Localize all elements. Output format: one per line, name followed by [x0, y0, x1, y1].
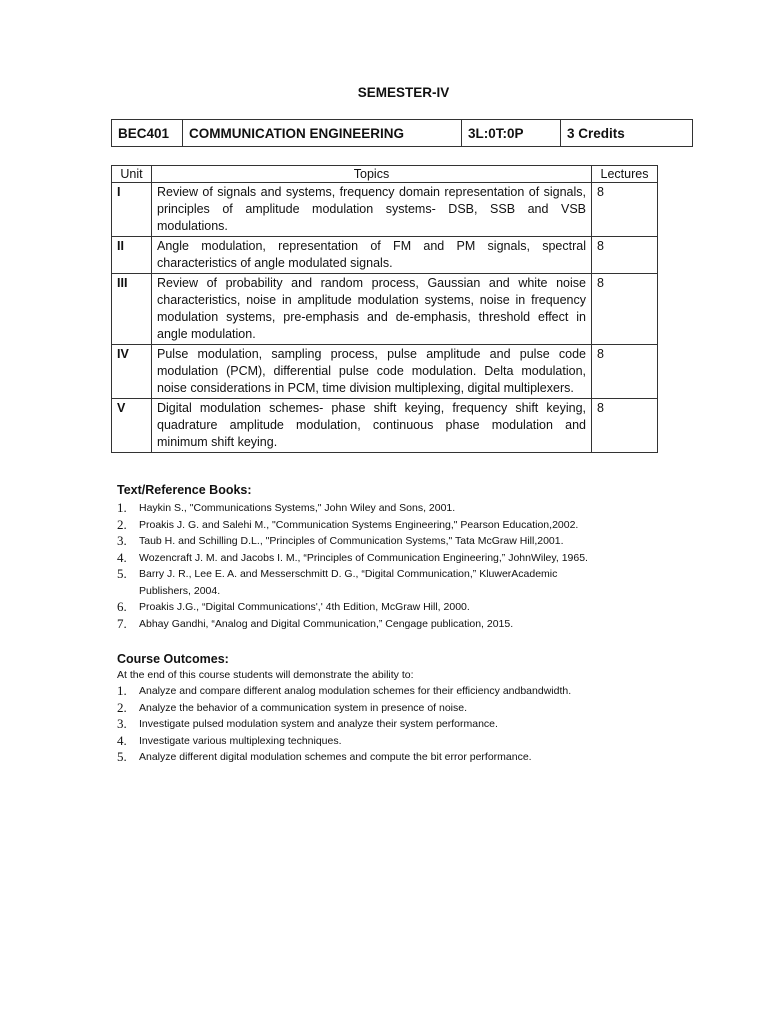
course-name: COMMUNICATION ENGINEERING: [183, 120, 462, 147]
item-text: Wozencraft J. M. and Jacobs I. M., “Principles of Communication Engineering,” JohnWiley, 1965.: [139, 551, 588, 564]
unit-lectures: 8: [592, 399, 658, 453]
item-number: 7.: [117, 615, 127, 631]
item-number: 3.: [117, 533, 127, 548]
unit-header: Unit: [112, 166, 152, 183]
item-number: 1.: [117, 683, 127, 698]
books-section: [117, 483, 659, 632]
topics-header: Topics: [152, 166, 592, 183]
item-number: 3.: [117, 716, 127, 731]
item-number: 1.: [117, 500, 127, 515]
item-number: 2.: [117, 516, 127, 532]
unit-number: III: [112, 274, 152, 345]
unit-number: IV: [112, 345, 152, 399]
outcomes-list: [117, 683, 659, 766]
list-item: [117, 533, 659, 550]
list-item: [117, 716, 659, 733]
units-table: [111, 165, 658, 453]
list-item: [117, 550, 659, 567]
item-number: 2.: [117, 699, 127, 715]
item-text: Taub H. and Schilling D.L., "Principles of Communication Systems," Tata McGraw Hill,2001.: [139, 535, 564, 547]
outcomes-intro: At the end of this course students will demonstrate the ability to:: [117, 669, 414, 681]
item-number: 5.: [117, 566, 127, 581]
table-row: [112, 237, 658, 274]
item-text: Analyze different digital modulation schemes and compute the bit error performance.: [139, 751, 532, 763]
item-text: Analyze and compare different analog modulation schemes for their efficiency andbandwidth.: [139, 685, 572, 697]
unit-topics: Angle modulation, representation of FM and PM signals, spectral characteristics of angle modulated signals.: [152, 237, 592, 274]
books-heading: Text/Reference Books:: [117, 483, 252, 497]
list-item: [117, 517, 659, 534]
units-table-header: [112, 166, 658, 183]
item-text: Analyze the behavior of a communication system in presence of noise.: [139, 701, 468, 714]
unit-lectures: 8: [592, 183, 658, 237]
list-item: [117, 616, 659, 633]
item-text: Investigate various multiplexing techniques.: [139, 734, 342, 747]
item-text: Proakis J.G., “Digital Communications',' 4th Edition, McGraw Hill, 2000.: [139, 601, 470, 613]
semester-title: SEMESTER-IV: [357, 85, 450, 100]
outcomes-section: [117, 652, 659, 766]
unit-lectures: 8: [592, 345, 658, 399]
books-list: [117, 500, 659, 632]
item-number: 4.: [117, 732, 127, 748]
list-item: [117, 683, 659, 700]
item-number: 6.: [117, 599, 127, 614]
course-code: BEC401: [112, 120, 183, 147]
unit-topics: Digital modulation schemes- phase shift keying, frequency shift keying, quadrature amplitude modulation, continuous phase modulation and minimum shift keying.: [152, 399, 592, 453]
unit-topics: Review of probability and random process, Gaussian and white noise characteristics, noise in amplitude modulation systems, noise in frequency modulation systems, pre-emphasis and de-emphasis, threshold effect in angle modulation.: [152, 274, 592, 345]
item-text: Investigate pulsed modulation system and analyze their system performance.: [139, 718, 498, 730]
table-row: [112, 345, 658, 399]
unit-number: I: [112, 183, 152, 237]
course-credits: 3 Credits: [561, 120, 693, 147]
list-item: [117, 749, 659, 766]
outcomes-heading: Course Outcomes:: [117, 652, 229, 666]
list-item: [117, 700, 659, 717]
item-text: Haykin S., "Communications Systems," John Wiley and Sons, 2001.: [139, 502, 456, 514]
list-item: [117, 500, 659, 517]
lectures-header: Lectures: [592, 166, 658, 183]
list-item: [117, 599, 659, 616]
list-item: [117, 733, 659, 750]
item-text: Proakis J. G. and Salehi M., "Communication Systems Engineering," Pearson Education,2002.: [139, 518, 579, 531]
item-text: Barry J. R., Lee E. A. and Messerschmitt D. G., “Digital Communication,” KluwerAcademic Publishers, 2004.: [139, 568, 558, 597]
unit-topics: Pulse modulation, sampling process, pulse amplitude and pulse code modulation (PCM), differential pulse code modulation. Delta modulation, noise considerations in PCM, time division multiplexing, digital multiplexers.: [152, 345, 592, 399]
table-row: [112, 399, 658, 453]
unit-topics: Review of signals and systems, frequency domain representation of signals, principles of amplitude modulation systems- DSB, SSB and VSB modulations.: [152, 183, 592, 237]
course-header-table: [111, 119, 693, 147]
item-number: 5.: [117, 749, 127, 764]
table-row: [112, 274, 658, 345]
item-text: Abhay Gandhi, “Analog and Digital Communication,” Cengage publication, 2015.: [139, 617, 514, 630]
unit-number: II: [112, 237, 152, 274]
course-header-row: [112, 120, 693, 147]
item-number: 4.: [117, 549, 127, 565]
list-item: [117, 566, 659, 599]
table-row: [112, 183, 658, 237]
unit-lectures: 8: [592, 237, 658, 274]
unit-lectures: 8: [592, 274, 658, 345]
unit-number: V: [112, 399, 152, 453]
course-ltp: 3L:0T:0P: [462, 120, 561, 147]
